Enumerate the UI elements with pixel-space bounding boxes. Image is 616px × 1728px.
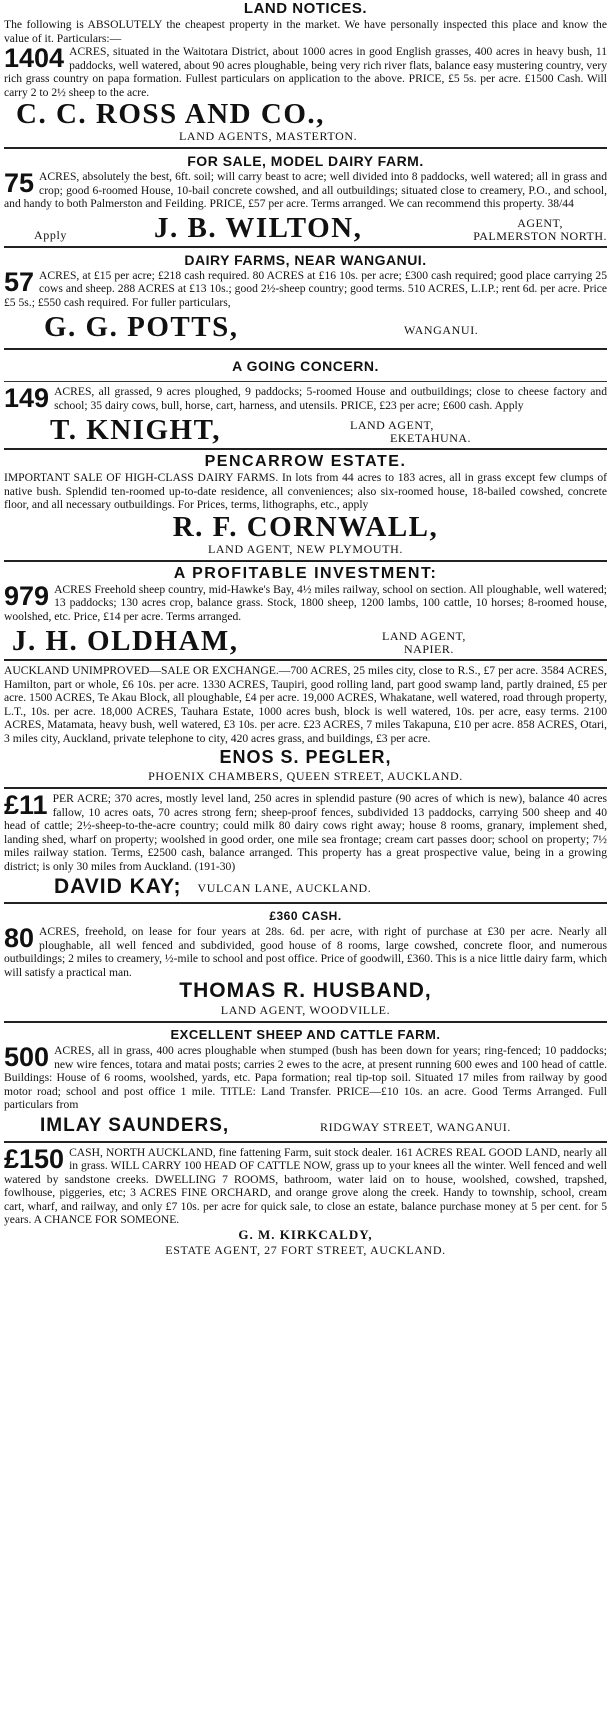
ad-knight-sub xyxy=(350,419,471,445)
divider xyxy=(4,348,607,350)
ad-oldham-text: ACRES Freehold sheep country, mid-Hawke's Bay, 4½ miles railway, school on section. All ploughable, well watered; 13 paddocks; 130 acres crop, balance grass. Stock, 1800 sheep, 1200 lambs, 100 cattle, 10 horses; 8-roomed house, woolshed, etc. Price, £14 per acre. Terms arranged. xyxy=(4,582,607,623)
ad-husband-sub: LAND AGENT, WOODVILLE. xyxy=(220,1003,391,1017)
page-title: LAND NOTICES. xyxy=(243,0,368,17)
ad-potts-sub: WANGANUI. xyxy=(404,323,479,337)
ad-wilton-sub1: AGENT, xyxy=(517,215,563,230)
ad-saunders xyxy=(4,1026,607,1138)
ad-ross-agent: C. C. ROSS AND CO., xyxy=(16,98,325,130)
ad-husband-agent: THOMAS R. HUSBAND, xyxy=(179,979,432,1002)
ad-knight-title: A GOING CONCERN. xyxy=(232,358,379,374)
ad-pegler xyxy=(4,664,607,784)
divider xyxy=(4,246,607,248)
ad-wilton-sub xyxy=(473,217,607,243)
ad-knight-sub2: EKETAHUNA. xyxy=(390,431,472,445)
ad-potts-agent: G. G. POTTS, xyxy=(44,311,239,342)
ad-kirkcaldy-lead: £150 xyxy=(4,1145,65,1174)
ad-knight-lead: 149 xyxy=(4,383,50,413)
ad-kirkcaldy-text: CASH, NORTH AUCKLAND, fine fattening Farm, suit stock dealer. 161 ACRES REAL GOOD LAND, nearly all in grass. WILL CARRY 100 HEAD OF CATTLE NOW, grass up to your knees all the winter. Well fenced and well watered by sandstone creeks. DWELLING 7 ROOMS, bathroom, water laid on to house, woolshed, cowshed, trapshed, fowlhouse, piggeries, etc; 3 ACRES FINE ORCHARD, and orange grove along the creek. Handy to township, school, cream cart, wharf, and railway, and only £7 10s. per acre for quick sale, to close an estate, balance purchase money at 5 per cent. for 5 years. A CHANCE FOR SOMEONE. xyxy=(4,1145,607,1226)
ad-wilton-agent: J. B. WILTON, xyxy=(154,211,363,243)
ad-knight-sub1: LAND AGENT, xyxy=(350,418,434,432)
ad-potts-text: ACRES, at £15 per acre; £218 cash required. 80 ACRES at £16 10s. per acre; £300 cash required; good place carrying 25 cows and sheep. 288 ACRES at £13 10s.; good 2½-sheep country; good terms. 510 ACRES, L.I.P.; rent 6d. per acre. Price £5 5s.; £550 cash required. For fuller particulars, xyxy=(4,268,607,309)
ad-kirkcaldy-agent: G. M. KIRKCALDY, xyxy=(238,1226,373,1242)
divider xyxy=(4,787,607,789)
divider xyxy=(4,902,607,904)
ad-ross-intro: The following is ABSOLUTELY the cheapest property in the market. We have personally inspected this place and know the value of it. Particulars:— xyxy=(4,18,607,45)
ad-saunders-sub: RIDGWAY STREET, WANGANUI. xyxy=(320,1119,511,1134)
divider xyxy=(4,659,607,661)
ad-ross-lead: 1404 xyxy=(4,43,65,73)
ad-saunders-agent: IMLAY SAUNDERS, xyxy=(40,1114,230,1136)
ad-wilton-apply: Apply xyxy=(34,227,67,242)
ad-husband-title: £360 CASH. xyxy=(269,909,342,923)
divider xyxy=(4,1141,607,1143)
ad-potts-lead: 57 xyxy=(4,266,35,297)
ad-oldham-sub1: LAND AGENT, xyxy=(382,629,466,643)
land-notices-page xyxy=(4,0,607,1258)
ad-cornwall xyxy=(4,453,607,557)
ad-ross-text: ACRES, situated in the Waitotara District, about 1000 acres in good English grasses, 400 acres in heavy bush, 11 paddocks, well watered, about 90 acres ploughable, being very rich river flats, balance easy mustering country, very rich grass country on papa formation. Fullest particulars on application to the above. PRICE, £5 5s. per acre. £1500 Cash. Will carry 2 to 2½ sheep to the acre. xyxy=(4,45,607,99)
ad-wilton-lead: 75 xyxy=(4,168,35,198)
ad-husband xyxy=(4,907,607,1018)
ad-ross-sub: LAND AGENTS, MASTERTON. xyxy=(179,129,358,143)
divider xyxy=(4,381,607,382)
ad-pegler-text: AUCKLAND UNIMPROVED—SALE OR EXCHANGE.—700 ACRES, 25 miles city, close to R.S., £7 per acre. 3584 ACRES, Hamilton, part or whole, £6 10s. per acre. 1330 ACRES, Taupiri, good rolling land, part good swamp land, partly drained, £5 per acre. 1500 ACRES, Te Akau Block, all ploughable, £4 per acre. 19,000 ACRES, Whakatane, well watered, road through property, L.T., 10s. per acre. 18,000 ACRES, Tauhara Estate, 1000 acres bush, block is well watered, 10s. per acre, easy terms. 2100 ACRES, Matamata, heavy bush, well watered, £3 10s. per acre. £23 ACRES, 7 miles Takapuna, £10 per acre. 858 ACRES, Otari, 3 miles city, Auckland, private telephone to city, 420 acres grass, and buildings, £3 per acre. xyxy=(4,664,607,745)
ad-pegler-agent: ENOS S. PEGLER, xyxy=(219,747,392,767)
ad-oldham xyxy=(4,565,607,657)
divider xyxy=(4,448,607,450)
divider xyxy=(4,560,607,562)
ad-cornwall-title: PENCARROW ESTATE. xyxy=(204,453,407,470)
ad-wilton-sub2: PALMERSTON NORTH. xyxy=(473,228,607,243)
ad-pegler-sub: PHOENIX CHAMBERS, QUEEN STREET, AUCKLAND. xyxy=(148,769,463,783)
ad-cornwall-sub: LAND AGENT, NEW PLYMOUTH. xyxy=(207,541,403,556)
ad-kay xyxy=(4,792,607,899)
ad-potts-title: DAIRY FARMS, NEAR WANGANUI. xyxy=(184,251,427,268)
ad-oldham-title: A PROFITABLE INVESTMENT: xyxy=(173,564,438,582)
ad-kay-lead: £11 xyxy=(4,792,48,820)
ad-cornwall-agent: R. F. CORNWALL, xyxy=(172,510,439,543)
ad-oldham-sub xyxy=(382,630,466,656)
divider xyxy=(4,1021,607,1023)
ad-wilton-title: FOR SALE, MODEL DAIRY FARM. xyxy=(187,153,424,169)
ad-kirkcaldy xyxy=(4,1146,607,1258)
ad-potts xyxy=(4,251,607,343)
ad-knight-text: ACRES, all grassed, 9 acres ploughed, 9 paddocks; 5-roomed House and outbuildings; close to cheese factory and school; 35 dairy cows, bull, horse, cart, harness, and utensils. PRICE, £23 per acre; £600 cash. Apply xyxy=(54,385,607,412)
ad-oldham-agent: J. H. OLDHAM, xyxy=(12,625,239,656)
ad-ross xyxy=(4,18,607,144)
ad-knight xyxy=(4,353,607,445)
ad-husband-lead: 80 xyxy=(4,923,35,953)
ad-kay-text: PER ACRE; 370 acres, mostly level land, 250 acres in splendid pasture (90 acres of which is new), balance 40 acres fallow, 10 acres oats, 70 acres strong fern; sheep-proof fences, subdivided 13 paddocks, carrying 500 sheep and 40 head of cattle; 2½-sheep-to-the-acre country; could milk 80 dairy cows right away; house 8 rooms, granary, implement shed, landing shed, wharf on property; woolshed in good order, one mile sea frontage; cream cart passes door; school on property; 7½ miles railway station. Terms, £2500 cash, balance arranged. This property has a great prospective value, being in a growing district; is only 30 miles from Auckland. (191-30) xyxy=(4,792,607,873)
ad-kay-agent: DAVID KAY; xyxy=(54,875,182,898)
divider xyxy=(4,147,607,149)
ad-kay-sub: VULCAN LANE, AUCKLAND. xyxy=(197,881,372,895)
ad-saunders-title: EXCELLENT SHEEP AND CATTLE FARM. xyxy=(170,1027,441,1042)
ad-oldham-sub2: NAPIER. xyxy=(404,642,454,656)
ad-wilton-text: ACRES, absolutely the best, 6ft. soil; will carry beast to acre; well divided into 8 paddocks, well watered; all in grass and crop; good 6-roomed House, 10-bail concrete cowshed, and all outbuildings; situated close to creamery, P.O., and school, and handy to both Palmerston and Feilding. PRICE, £57 per acre. Terms arranged. We can recommend this property. 38/44 xyxy=(4,170,607,210)
ad-saunders-text: ACRES, all in grass, 400 acres ploughable when stumped (bush has been down for years; ring-fenced; 10 paddocks; new wire fences, totara and matai posts; carries 2 ewes to the acre, at present running 600 ewes and 100 head of cattle. Buildings: House of 6 rooms, woolshed, yards, etc. Papa formation; real tip-top soil. Situated 17 miles from railway by good motor road; school and post office 1 mile. TITLE: Land Transfer. PRICE—£10 10s. an acre. Good Terms Arranged. Full particulars from xyxy=(4,1044,607,1111)
ad-wilton xyxy=(4,152,607,243)
ad-cornwall-text: IMPORTANT SALE OF HIGH-CLASS DAIRY FARMS. In lots from 44 acres to 183 acres, all in grass except few clumps of native bush. Splendid ten-roomed up-to-date residence, all conveniences; also six-roomed house, 18-bailed cowshed, concrete floor, and all necessary outbuildings. For Prices, terms, lithographs, etc., apply xyxy=(4,471,607,511)
ad-knight-agent: T. KNIGHT, xyxy=(50,414,222,445)
ad-oldham-lead: 979 xyxy=(4,580,50,611)
ad-kirkcaldy-sub: ESTATE AGENT, 27 FORT STREET, AUCKLAND. xyxy=(165,1242,446,1257)
ad-saunders-lead: 500 xyxy=(4,1042,50,1072)
ad-husband-text: ACRES, freehold, on lease for four years at 28s. 6d. per acre, with right of purchase at £30 per acre. Nearly all ploughable, all well fenced and subdivided, good house of 8 rooms, large cowshed, concrete floor, and numerous outbuildings; 2 miles to creamery, ½-mile to school and post office. Price of goodwill, £360. This is a nice little dairy farm, which will satisfy a practical man. xyxy=(4,925,607,979)
